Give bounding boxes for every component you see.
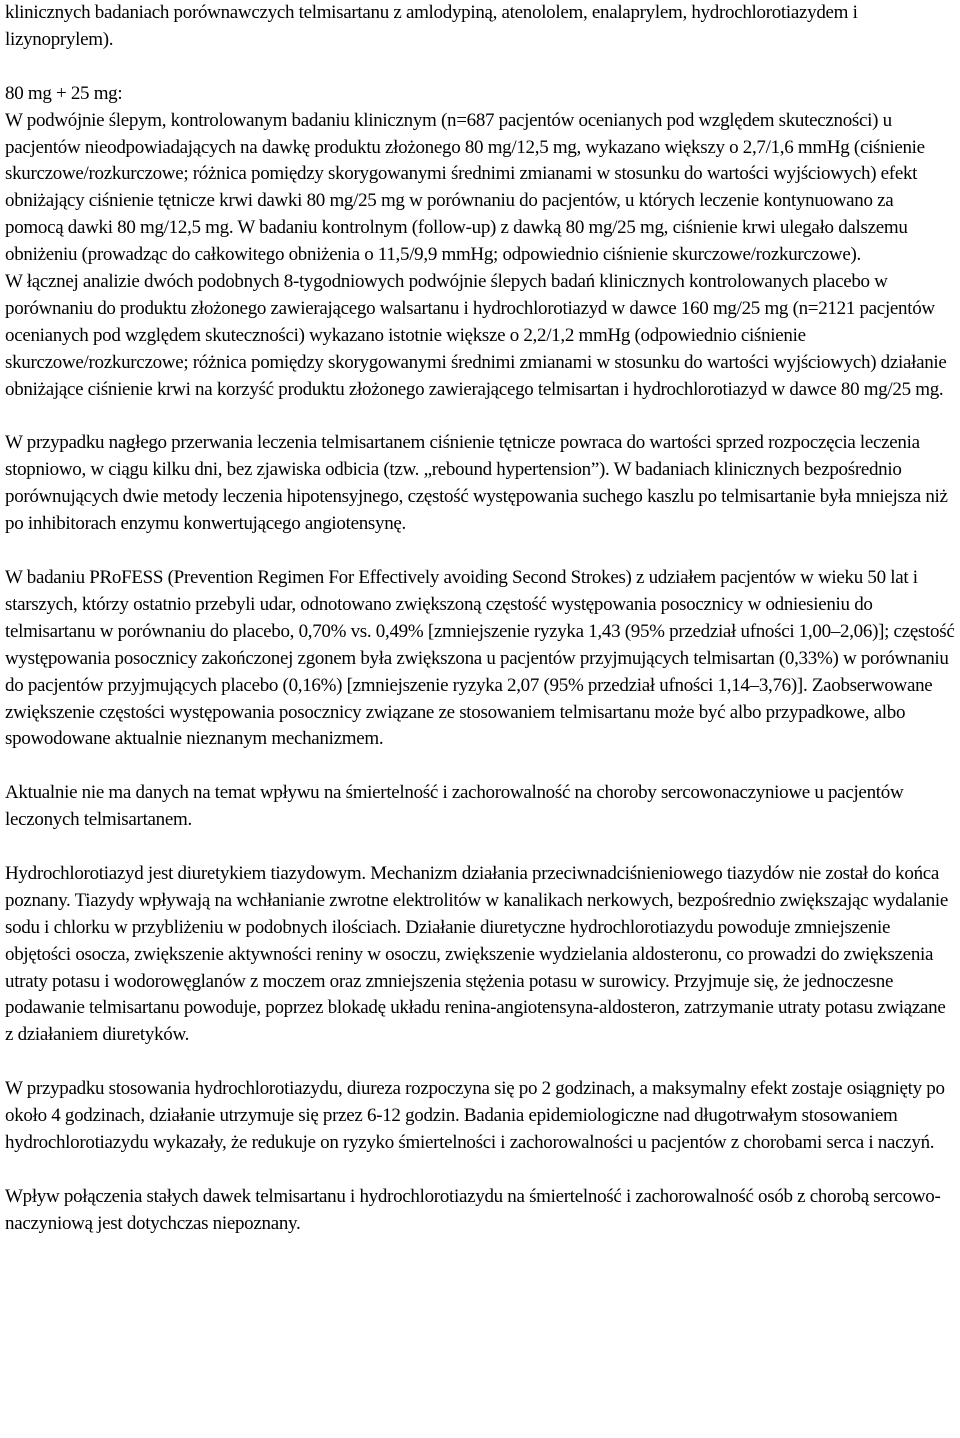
paragraph-gap [5,834,955,861]
paragraph-gap [5,1049,955,1076]
profess-study-paragraph: W badaniu PRoFESS (Prevention Regimen For Effectively avoiding Second Strokes) z udziałem pacjentów w wieku 50 lat i starszych, którzy ostatnio przebyli udar, odnotowano zwiększoną częstość występowania posocznicy w odniesieniu do telmisartanu w porównaniu do placebo, 0,70% vs. 0,49% [zmniejszenie ryzyka 1,43 (95% przedział ufności 1,00–2,06)]; częstość występowania posocznicy zakończonej zgonem była zwiększona u pacjentów przyjmujących telmisartan (0,33%) w porównaniu do pacjentów przyjmujących placebo (0,16%) [zmniejszenie ryzyka 2,07 (95% przedział ufności 1,14–3,76)]. Zaobserwowane zwiększenie częstości występowania posocznicy związane ze stosowaniem telmisartanu może być albo przypadkowe, albo spowodowane aktualnie nieznanym mechanizmem. [5,566,955,750]
paragraph-gap [5,1157,955,1184]
withdrawal-paragraph: W przypadku nagłego przerwania leczenia telmisartanem ciśnienie tętnicze powraca do wartości sprzed rozpoczęcia leczenia stopniowo, w ciągu kilku dni, bez zjawiska odbicia (tzw. „rebound hypertension”). W badaniach klinicznych bezpośrednio porównujących dwie metody leczenia hipotensyjnego, częstość występowania suchego kaszlu po telmisartanie była mniejsza niż po inhibitorach enzymu konwertującego angiotensynę. [5,432,948,535]
diuresis-paragraph: W przypadku stosowania hydrochlorotiazydu, diureza rozpoczyna się po 2 godzinach, a maksymalny efekt zostaje osiągnięty po około 4 godzinach, działanie utrzymuje się przez 6-12 godzin. Badania epidemiologiczne nad długotrwałym stosowaniem hydrochlorotiazydu wykazały, że redukuje on ryzyko śmiertelności i zachorowalności u pacjentów z chorobami serca i naczyń. [5,1078,945,1153]
paragraph-gap [5,753,955,780]
paragraph-gap [5,538,955,565]
hydrochlorothiazide-paragraph: Hydrochlorotiazyd jest diuretykiem tiazydowym. Mechanizm działania przeciwnadciśnieniowego tiazydów nie został do końca poznany. Tiazydy wpływają na wchłanianie zwrotne elektrolitów w kanalikach nerkowych, bezpośrednio zwiększając wydalanie sodu i chlorku w przybliżeniu w podobnych ilościach. Działanie diuretyczne hydrochlorotiazydu powoduje zmniejszenie objętości osocza, zwiększenie aktywności reniny w osoczu, zwiększenie wydzielania aldosteronu, co prowadzi do zwiększenia utraty potasu i wodorowęglanów z moczem oraz zmniejszenia stężenia potasu w surowicy. Przyjmuje się, że jednoczesne podawanie telmisartanu powoduje, poprzez blokadę układu renina-angiotensyna-aldosteron, zatrzymanie utraty potasu związane z działaniem diuretyków. [5,862,949,1046]
no-data-paragraph: Aktualnie nie ma danych na temat wpływu na śmiertelność i zachorowalność na choroby sercowonaczyniowe u pacjentów leczonych telmisartanem. [5,782,904,831]
paragraph-gap [5,404,955,431]
dose-subheading: 80 mg + 25 mg: [5,82,123,104]
intro-fragment-paragraph: klinicznych badaniach porównawczych telmisartanu z amlodypiną, atenololem, enalaprylem, hydrochlorotiazydem i lizynoprylem). [5,2,858,50]
dose-80-25-paragraph: W podwójnie ślepym, kontrolowanym badaniu klinicznym (n=687 pacjentów ocenianych pod względem skuteczności) u pacjentów nieodpowiadających na dawkę produktu złożonego 80 mg/12,5 mg, wykazano większy o 2,7/1,6 mmHg (ciśnienie skurczowe/rozkurczowe; różnica pomiędzy skorygowanymi średnimi zmianami w stosunku do wartości wyjściowych) efekt obniżający ciśnienie tętnicze krwi dawki 80 mg/25 mg w porównaniu do pacjentów, u których leczenie kontynuowano za pomocą dawki 80 mg/12,5 mg. W badaniu kontrolnym (follow-up) z dawką 80 mg/25 mg, ciśnienie krwi ulegało dalszemu obniżeniu (prowadząc do całkowitego obniżenia o 11,5/9,9 mmHg; odpowiednio ciśnienie skurczowe/rozkurczowe). [5,109,925,266]
pooled-analysis-paragraph: W łącznej analizie dwóch podobnych 8-tygodniowych podwójnie ślepych badań klinicznych kontrolowanych placebo w porównaniu do produktu złożonego zawierającego walsartanu i hydrochlorotiazyd w dawce 160 mg/25 mg (n=2121 pacjentów ocenianych pod względem skuteczności) wykazano istotnie większe o 2,2/1,2 mmHg (odpowiednio ciśnienie skurczowe/rozkurczowe; różnica pomiędzy skorygowanymi średnimi zmianami w stosunku do wartości wyjściowych) działanie obniżające ciśnienie krwi na korzyść produktu złożonego zawierającego telmisartan i hydrochlorotiazyd w dawce 80 mg/25 mg. [5,271,947,400]
document-page [5,0,955,1238]
fixed-dose-paragraph: Wpływ połączenia stałych dawek telmisartanu i hydrochlorotiazydu na śmiertelność i zachorowalność osób z chorobą sercowo-naczyniową jest dotychczas niepoznany. [5,1185,941,1234]
paragraph-gap [5,54,955,81]
